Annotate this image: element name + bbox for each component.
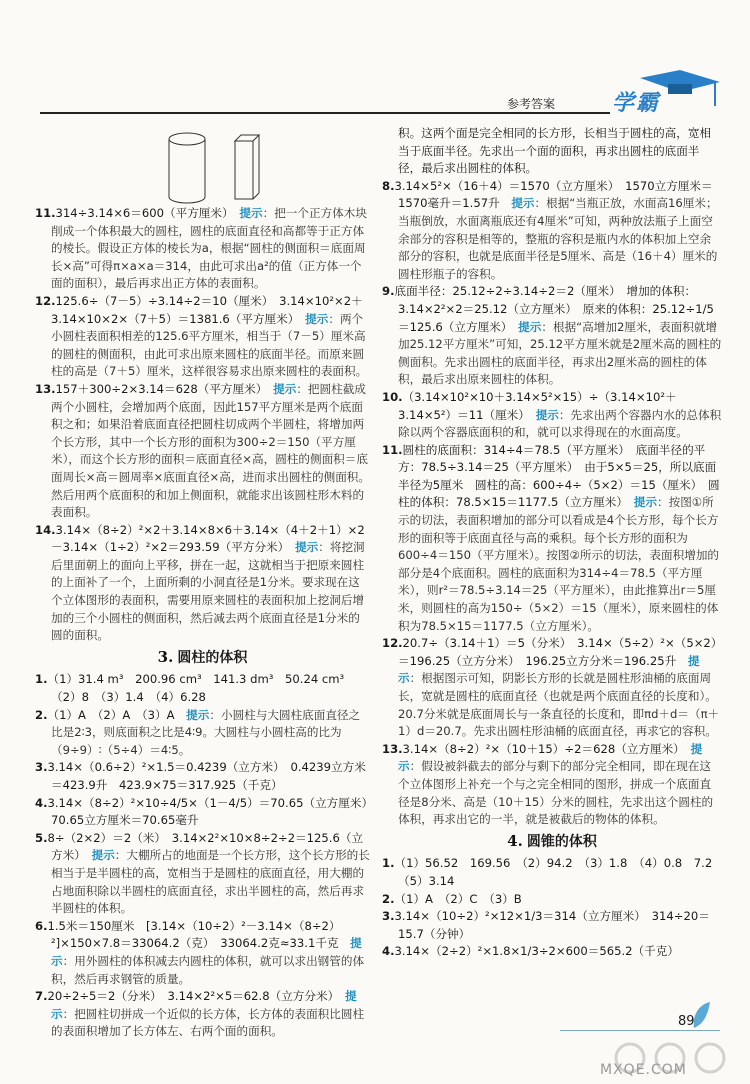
answer-item: 10.（3.14×10²×10＋3.14×5²×15）÷（3.14×10²＋3.14×5²）＝11（厘米） 提示：先求出两个容器内水的总体积除以两个容器底面积的和，就可以求得现在的水面高度。 xyxy=(382,389,722,440)
answer-item: 3.3.14×（10÷2）²×12×1/3＝314（立方厘米） 314÷20＝15.7（分钟） xyxy=(382,909,710,941)
answer-item: 12.125.6÷（7－5）÷3.14÷2＝10（厘米） 3.14×10²×2＋3.14×10×2×（7＋5）＝1381.6（平方厘米） 提示：两个小圆柱表面积相差的125.6平方厘米，相当于（7－5）厘米高的圆柱的侧面积，由此可求出原来圆柱的底面半径。而原来圆柱的高是（7＋5）厘米，这样很容易求出原来圆柱的表面积。 xyxy=(35,293,368,379)
answer-item: 13.157＋300÷2×3.14＝628（平方厘米） 提示：把圆柱截成两个小圆柱，会增加两个底面，因此157平方厘米是两个底面积之和；如果沿着底面直径把圆柱切成两个半圆柱，将增加两个长方形，其中一个长方形的面积为300÷2＝150（平方厘米），而这个长方形的面积＝底面直径×高，圆柱的侧面积＝底面周长×高＝圆周率×底面直径×高，进而求出圆柱的侧面积。然后用两个底面积的和加上侧面积，就能求出该圆柱形木料的表面积。 xyxy=(35,381,370,520)
answer-item: 4.3.14×（2÷2）²×1.8×1/3÷2×600＝565.2（千克） xyxy=(382,944,679,959)
section-title-cone-volume: 4. 圆锥的体积 xyxy=(507,831,597,850)
answer-item: 1.（1）31.4 m³ 200.96 cm³ 141.3 dm³ 50.24 cm³ （2）8 （3）1.4 （4）6.28 xyxy=(35,672,356,705)
answer-item: 13.3.14×（8÷2）²×（10＋15）÷2＝628（立方厘米） 提示：假设被斜截去的部分与剩下的部分完全相同，即在现在这个立体图形上补充一个与之完全相同的图形，拼成一个底面直径是8分米、高是（10＋15）分米的圆柱，先求出这个圆柱的体积，再求出它的一半，就是被截后的物体的体积。 xyxy=(382,741,714,827)
brand-logo: 学霸 xyxy=(612,91,661,116)
answer-continuation: 积。这两个面是完全相同的长方形，长相当于圆柱的高，宽相当于底面半径。先求出一个面的面积，再求出圆柱的底面半径，最后求出圆柱的体积。 xyxy=(398,126,712,176)
section-title-cylinder-volume: 3. 圆柱的体积 xyxy=(157,647,248,666)
right-column xyxy=(382,125,722,961)
left-column xyxy=(35,125,379,1041)
answer-item: 12.20.7÷（3.14＋1）＝5（分米） 3.14×（5÷2）²×（5×2）＝196.25（立方分米） 196.25立方分米＝196.25升 提示：根据图示可知，阴影长方形的长就是圆柱形油桶的底面周长，宽就是圆柱的底面直径（也就是两个底面直径的长度和）。20.7分米就是底面周长与一条直径的长度和，即πd＋d＝（π＋1）d＝20.7。先求出圆柱形油桶的底面直径，再求它的容积。 xyxy=(382,636,720,739)
answer-item: 4.3.14×（8÷2）²×10÷4/5×（1－4/5）＝70.65（立方厘米） 70.65立方厘米＝70.65毫升 xyxy=(35,795,379,828)
answer-item: 9.底面半径：25.12÷2÷3.14÷2＝2（厘米） 增加的体积：3.14×2²×2＝25.12（立方厘米） 原来的体积：25.12÷1/5＝125.6（立方厘米） 提示：根据“高增加2厘米，表面积就增加25.12平方厘米”可知，25.12平方厘米就是2厘米高的圆柱的侧面积。先求出圆柱的底面半径，再求出2厘米高的圆柱的体积，最后求出原来圆柱的体积。 xyxy=(382,284,722,387)
page-number: 89 xyxy=(678,1014,695,1029)
footer-rule xyxy=(560,1030,720,1031)
answer-item: 6.1.5米＝150厘米 [3.14×（10÷2）²－3.14×（8÷2）²]×150×7.8＝33064.2（克） 33064.2克≈33.1千克 提示：用外圆柱的体积减去内圆柱的体积，就可以求出钢管的体积，然后再求钢管的质量。 xyxy=(35,918,365,986)
answer-item: 1.（1）56.52 169.56 （2）94.2 （3）1.8 （4）0.8 7.2 （5）3.14 xyxy=(382,856,724,888)
watermark-text: MXQE.COM xyxy=(600,1062,687,1078)
cylinder-figures xyxy=(35,125,370,205)
answer-item: 5.8÷（2×2）＝2（米） 3.14×2²×10×8÷2÷2＝125.6（立方米） 提示：大棚所占的地面是一个长方形，这个长方形的长相当于是半圆柱的高，宽相当于是圆柱的底面直径，用大棚的占地面积除以半圆柱的底面直径，求出半圆柱的高，然后再求半圆柱的体积。 xyxy=(35,830,370,916)
page-header xyxy=(0,0,750,120)
answer-item: 2.（1）A （2）C （3）B xyxy=(382,891,522,906)
header-label: 参考答案 xyxy=(507,97,556,111)
answer-item: 2.（1）A （2）A （3）A 提示：小圆柱与大圆柱底面直径之比是2∶3，则底面积之比是4∶9。大圆柱与小圆柱高的比为（9÷9）∶（5÷4）＝4∶5。 xyxy=(35,707,361,757)
answer-item: 11.圆柱的底面积：314÷4＝78.5（平方厘米） 底面半径的平方：78.5÷3.14＝25（平方厘米） 由于5×5＝25，所以底面半径为5厘米 圆柱的高：600÷4÷（5×2）＝15（厘米） 圆柱的体积：78.5×15＝1177.5（立方厘米） 提示：按图①所示的切法，表面积增加的部分可以看成是4个长方形，每个长方形的面积等于底面直径与高的乘积。每个长方形的面积为600÷4＝150（平方厘米）。按图②所示的切法，表面积增加的部分是4个底面积。圆柱的底面积为314÷4＝78.5（平方厘米），则r²＝78.5÷3.14＝25（平方厘米），由此推算出r＝5厘米，则圆柱的高为150÷（5×2）＝15（厘米），原来圆柱的体积为78.5×15＝1177.5（立方厘米）。 xyxy=(382,442,720,633)
answer-item: 8.3.14×5²×（16＋4）＝1570（立方厘米） 1570立方厘米＝1570毫升＝1.57升 提示：根据“当瓶正放，水面高16厘米；当瓶倒放，水面离瓶底还有4厘米”可知，两种放法瓶子上面空余部分的容积是相等的，整瓶的容积是瓶内水的体积加上空余部分的容积，也就是底面半径是5厘米、高是（16＋4）厘米的圆柱形瓶子的容积。 xyxy=(382,178,718,281)
answer-item: 11.314÷3.14×6＝600（平方厘米） 提示：把一个正方体木块削成一个体积最大的圆柱，圆柱的底面直径和高都等于正方体的棱长。假设正方体的棱长为a，根据“圆柱的侧面积＝底面周长×高”可得π×a×a＝314，由此可求出a²的值（正方体一个面的面积），最后再求出正方体的表面积。 xyxy=(35,206,367,291)
answer-item: 14.3.14×（8÷2）²×2＋3.14×8×6＋3.14×（4＋2＋1）×2－3.14×（1÷2）²×2＝293.59（平方分米） 提示：将挖洞后里面朝上的面向上平移，拼在一起，这就相当于把原来圆柱的上面补了一个，上面所剩的小洞直径是1分米。要求现在这个立体图形的表面积，需要用原来圆柱的表面积加上挖洞后增加的三个小圆柱的侧面积，然后减去两个底面直径是1分米的圆的面积。 xyxy=(35,522,365,643)
header-rule xyxy=(40,112,610,114)
answer-item: 3.3.14×（0.6÷2）²×1.5＝0.4239（立方米） 0.4239立方米＝423.9升 423.9×75＝317.925（千克） xyxy=(35,760,366,792)
answer-item: 7.20÷2÷5＝2（分米） 3.14×2²×5＝62.8（立方分米） 提示：把圆柱切拼成一个近似的长方体，长方体的表面积比圆柱的表面积增加了长方体左、右两个面的面积。 xyxy=(35,989,365,1039)
cylinder-diagram-icon xyxy=(35,125,370,205)
